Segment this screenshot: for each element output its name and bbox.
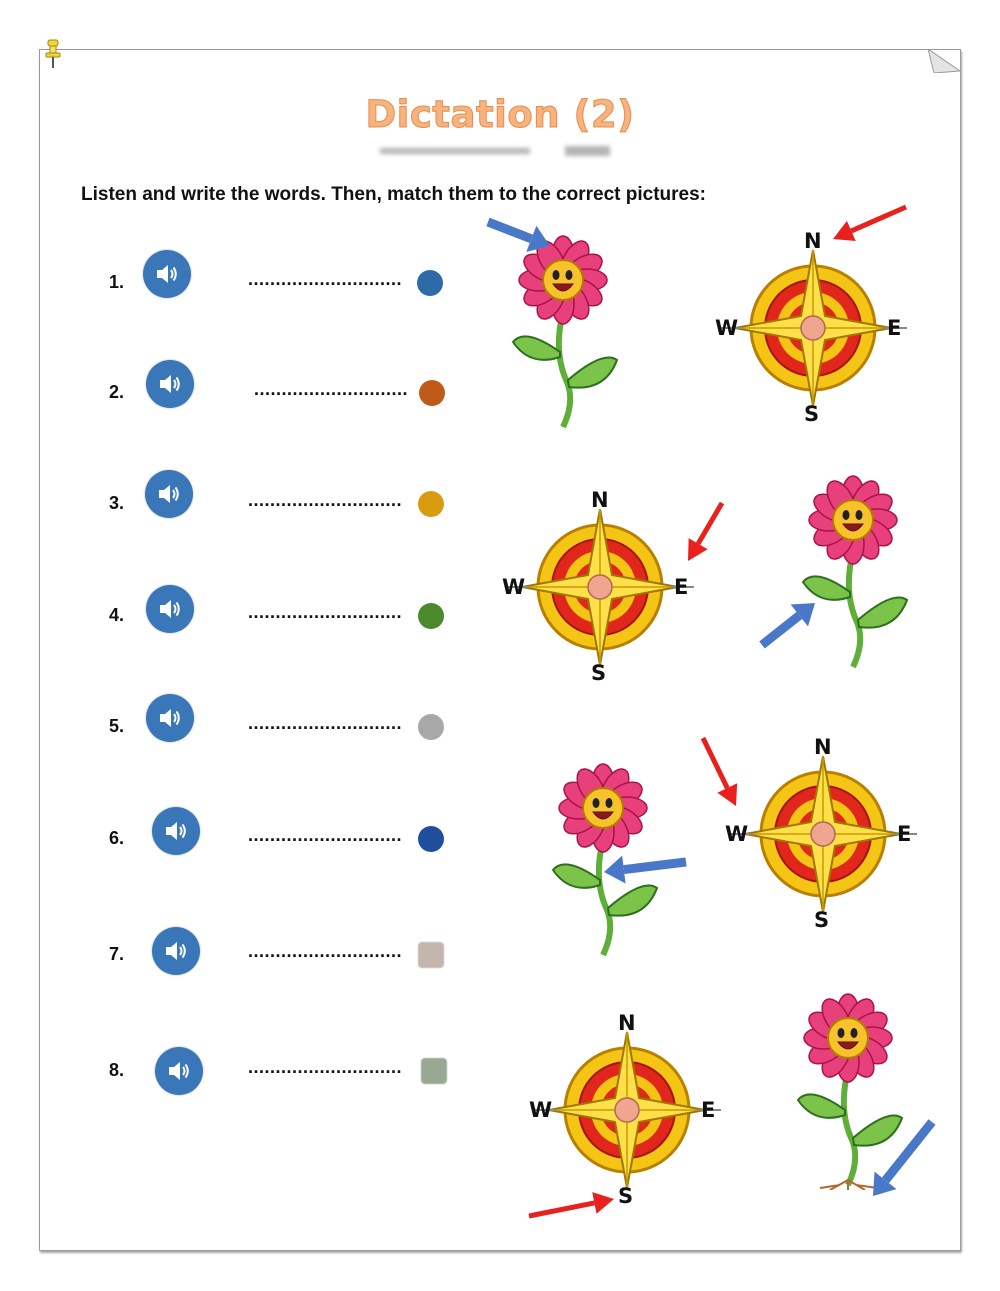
answer-blank[interactable]: ............................ [248, 269, 403, 289]
match-dot[interactable] [418, 714, 444, 740]
compass-label-east: E [701, 1098, 716, 1122]
compass-label-west: W [529, 1098, 553, 1122]
item-number: 7. [109, 944, 125, 964]
play-audio-button[interactable] [145, 470, 193, 518]
item-number: 4. [109, 605, 125, 625]
compass-label-south: S [618, 1184, 634, 1208]
flower-picture[interactable] [790, 990, 910, 1195]
item-number: 3. [109, 493, 125, 513]
speaker-icon [167, 1059, 191, 1083]
play-audio-button[interactable] [146, 694, 194, 742]
compass-label-west: W [725, 822, 749, 846]
answer-blank[interactable]: ............................ [248, 1057, 403, 1077]
answer-blank[interactable]: ............................ [254, 379, 409, 399]
match-dot[interactable] [418, 603, 444, 629]
compass-label-north: N [814, 735, 832, 759]
item-number: 2. [109, 382, 125, 402]
play-audio-button[interactable] [143, 250, 191, 298]
speaker-icon [158, 597, 182, 621]
compass-label-west: W [502, 575, 526, 599]
speaker-icon [164, 819, 188, 843]
speaker-icon [157, 482, 181, 506]
match-dot[interactable] [418, 491, 444, 517]
item-number: 5. [109, 716, 125, 736]
compass-label-south: S [804, 402, 820, 426]
compass-label-south: S [591, 661, 607, 685]
flower-picture[interactable] [505, 232, 625, 437]
compass-label-south: S [814, 908, 830, 932]
item-number: 8. [109, 1060, 125, 1080]
answer-blank[interactable]: ............................ [248, 941, 403, 961]
compass-label-north: N [591, 488, 609, 512]
play-audio-button[interactable] [155, 1047, 203, 1095]
play-audio-button[interactable] [146, 585, 194, 633]
match-dot[interactable] [421, 1058, 447, 1084]
match-dot[interactable] [418, 826, 444, 852]
play-audio-button[interactable] [152, 807, 200, 855]
match-dot[interactable] [418, 942, 444, 968]
answer-blank[interactable]: ............................ [248, 490, 403, 510]
item-number: 1. [109, 272, 125, 292]
answer-blank[interactable]: ............................ [248, 602, 403, 622]
item-number: 6. [109, 828, 125, 848]
play-audio-button[interactable] [146, 360, 194, 408]
page-title: Dictation (2) [365, 93, 635, 136]
pushpin-icon [42, 38, 64, 70]
speaker-icon [155, 262, 179, 286]
compass-label-north: N [618, 1011, 636, 1035]
match-dot[interactable] [417, 270, 443, 296]
answer-blank[interactable]: ............................ [248, 825, 403, 845]
flower-picture[interactable] [545, 760, 665, 965]
match-dot[interactable] [419, 380, 445, 406]
speaker-icon [158, 706, 182, 730]
compass-label-west: W [715, 316, 739, 340]
blurred-subtitle [380, 144, 615, 158]
page-curl [928, 49, 960, 73]
speaker-icon [164, 939, 188, 963]
flower-picture[interactable] [795, 472, 915, 677]
compass-label-north: N [804, 229, 822, 253]
speaker-icon [158, 372, 182, 396]
compass-label-east: E [674, 575, 689, 599]
compass-label-east: E [887, 316, 902, 340]
play-audio-button[interactable] [152, 927, 200, 975]
answer-blank[interactable]: ............................ [248, 713, 403, 733]
instructions: Listen and write the words. Then, match them to the correct pictures: [81, 184, 706, 205]
compass-label-east: E [897, 822, 912, 846]
